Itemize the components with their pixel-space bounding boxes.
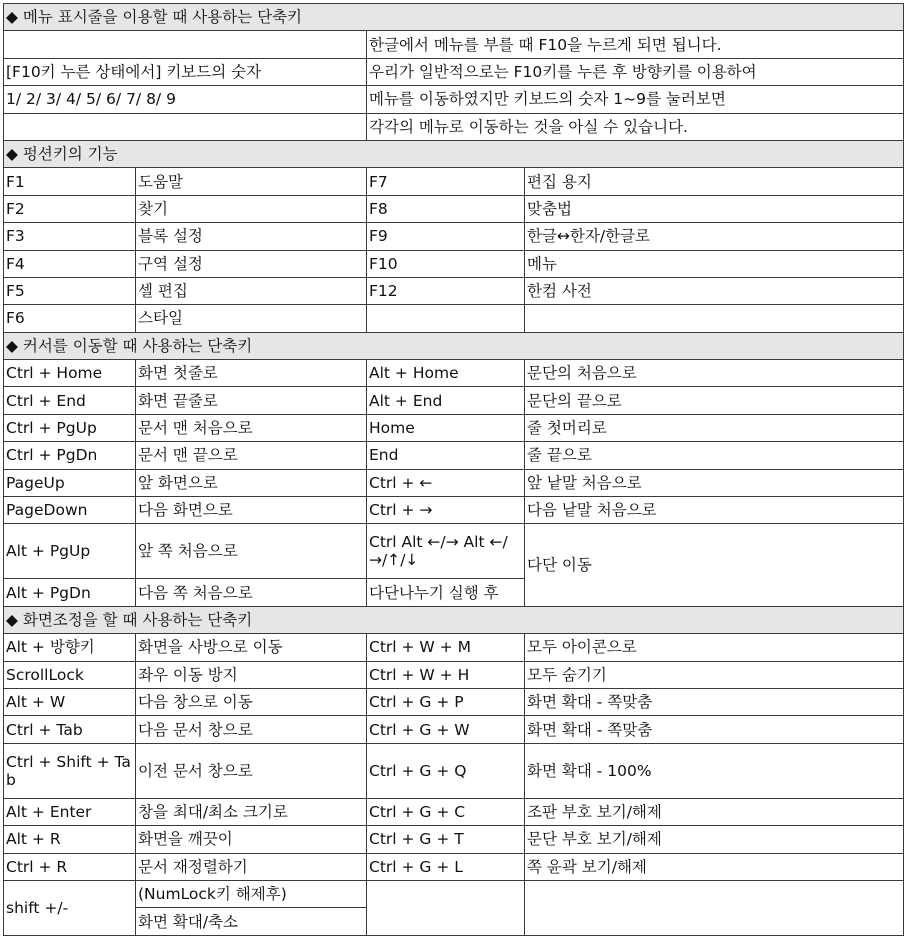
shortcut-table [3,3,904,936]
table-row: Ctrl + PgDn 문서 맨 끝으로 End 줄 끝으로 [4,442,904,469]
table-row: Ctrl + Home 화면 첫줄로 Alt + Home 문단의 처음으로 [4,360,904,387]
table-row: F6 스타일 [4,305,904,332]
section-header-screen [4,606,904,633]
table-row: Ctrl + Tab 다음 문서 창으로 Ctrl + G + W 화면 확대 - 쪽맞춤 [4,716,904,743]
table-row: F3 블록 설정 F9 한글↔한자/한글로 [4,223,904,250]
table-row: F4 구역 설정 F10 메뉴 [4,250,904,277]
table-row: shift +/- (NumLock키 해제후) [4,880,904,907]
table-row: Alt + W 다음 창으로 이동 Ctrl + G + P 화면 확대 - 쪽맞춤 [4,688,904,715]
section-header-function-keys [4,140,904,167]
table-row: Alt + R 화면을 깨끗이 Ctrl + G + T 문단 부호 보기/해제 [4,826,904,853]
table-row: Ctrl + R 문서 재정렬하기 Ctrl + G + L 쪽 윤곽 보기/해제 [4,853,904,880]
table-row: Ctrl + PgUp 문서 맨 처음으로 Home 줄 첫머리로 [4,414,904,441]
table-row: PageUp 앞 화면으로 Ctrl + ← 앞 낱말 처음으로 [4,469,904,496]
table-row: F2 찾기 F8 맞춤법 [4,195,904,222]
table-row: Ctrl + End 화면 끝줄로 Alt + End 문단의 끝으로 [4,387,904,414]
table-row: Alt + PgDn 다음 쪽 처음으로 다단나누기 실행 후 [4,579,904,606]
table-row: Alt + Enter 창을 최대/최소 크기로 Ctrl + G + C 조판 부호 보기/해제 [4,798,904,825]
table-row: 한글에서 메뉴를 부를 때 F10을 누르게 되면 됩니다. [4,31,904,58]
section-title: ◆ 메뉴 표시줄을 이용할 때 사용하는 단축키 [4,4,904,31]
table-row: PageDown 다음 화면으로 Ctrl + → 다음 낱말 처음으로 [4,497,904,524]
table-row: Alt + PgUp 앞 쪽 처음으로 Ctrl Alt ←/→ Alt ←/→/↑/↓ 다단 이동 [4,524,904,579]
table-row: F1 도움말 F7 편집 용지 [4,168,904,195]
table-row: 각각의 메뉴로 이동하는 것을 아실 수 있습니다. [4,113,904,140]
table-row: ScrollLock 좌우 이동 방지 Ctrl + W + H 모두 숨기기 [4,661,904,688]
table-row: Alt + 방향키 화면을 사방으로 이동 Ctrl + W + M 모두 아이콘으로 [4,634,904,661]
table-row: 화면 확대/축소 [4,908,904,935]
section-title: ◆ 화면조정을 할 때 사용하는 단축키 [4,606,904,633]
section-title: ◆ 커서를 이동할 때 사용하는 단축키 [4,332,904,359]
table-row: 1/ 2/ 3/ 4/ 5/ 6/ 7/ 8/ 9 메뉴를 이동하였지만 키보드의 숫자 1~9를 눌러보면 [4,86,904,113]
table-row: [F10키 누른 상태에서] 키보드의 숫자 우리가 일반적으로는 F10키를 누른 후 방향키를 이용하여 [4,58,904,85]
table-row: F5 셀 편집 F12 한컴 사전 [4,277,904,304]
section-header-cursor [4,332,904,359]
section-header-menu [4,4,904,31]
table-row: Ctrl + Shift + Tab 이전 문서 창으로 Ctrl + G + Q 화면 확대 - 100% [4,743,904,798]
section-title: ◆ 펑션키의 기능 [4,140,904,167]
